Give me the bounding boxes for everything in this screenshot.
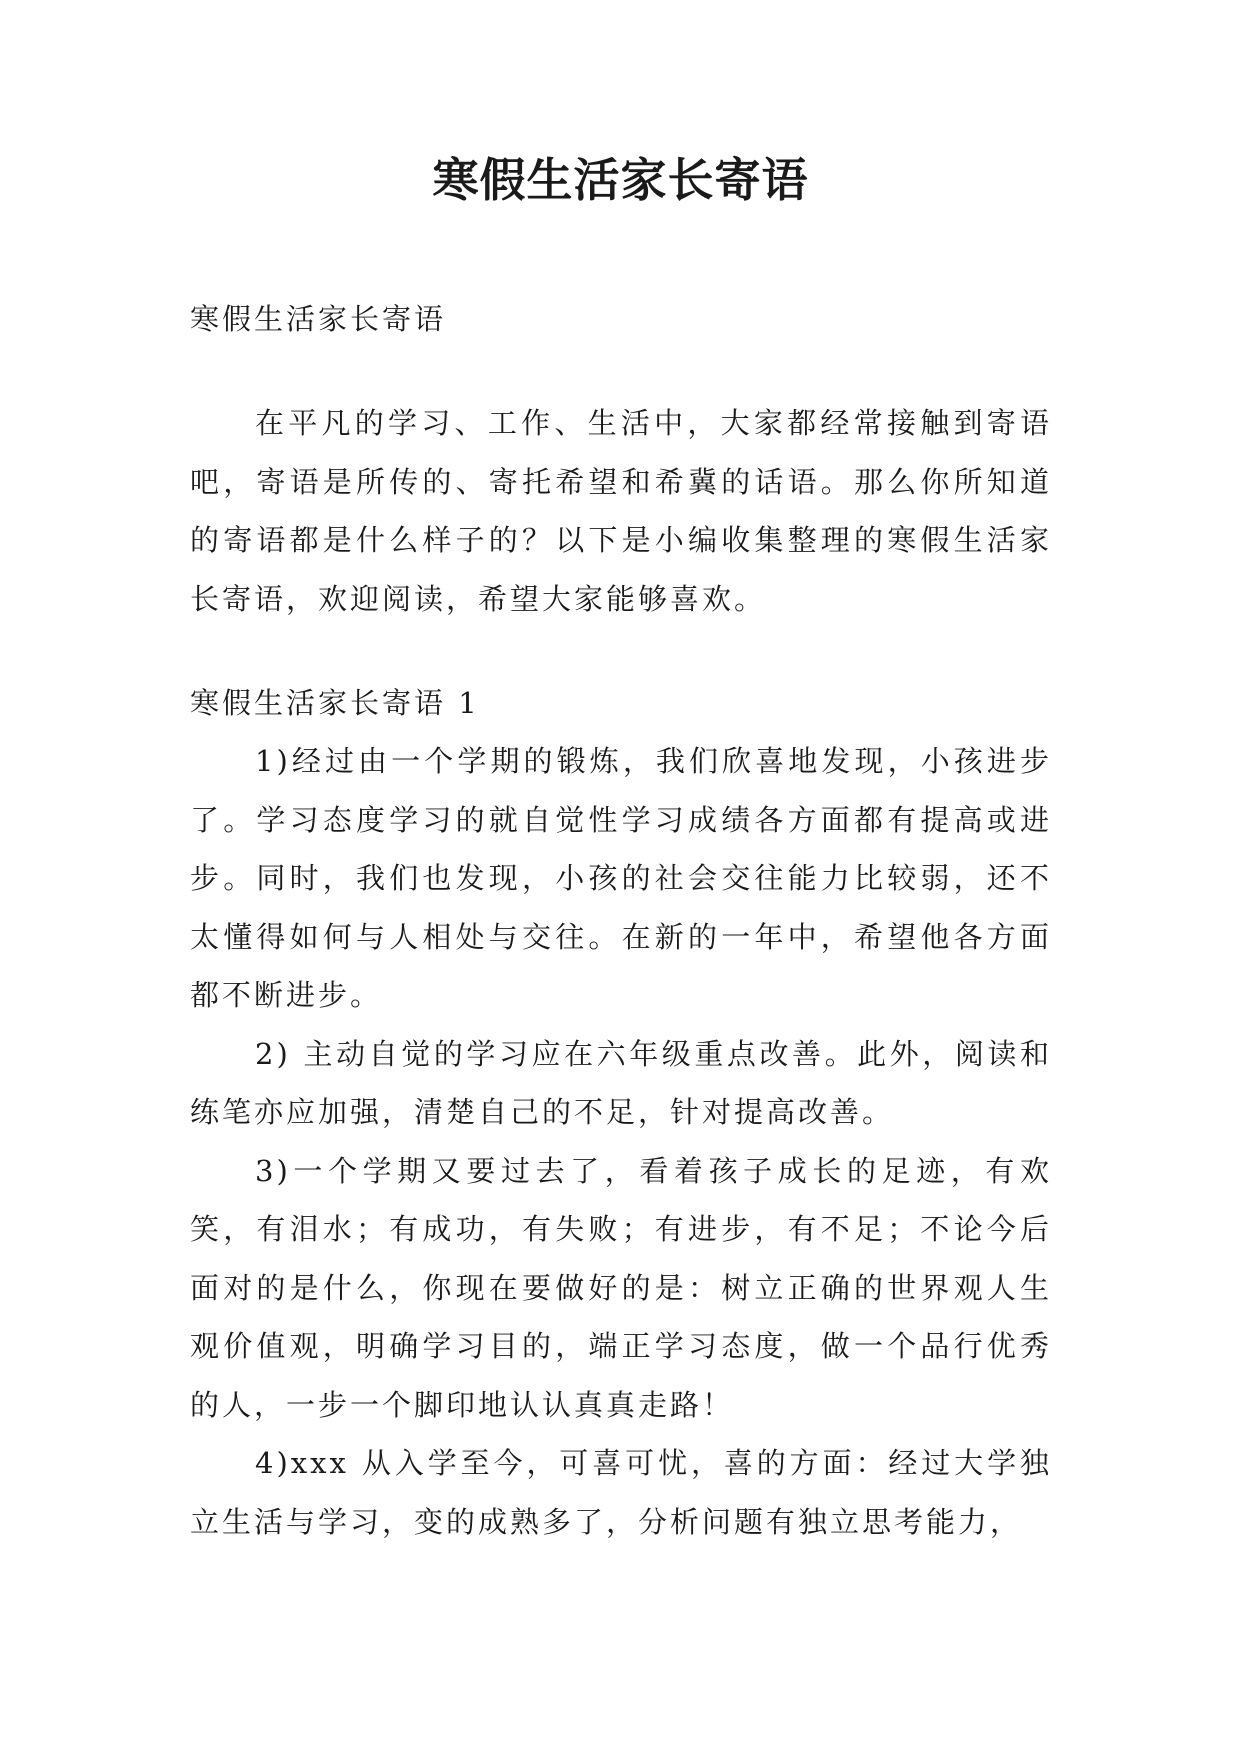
document-body	[190, 290, 1052, 1551]
list-item: 2) 主动自觉的学习应在六年级重点改善。此外，阅读和练笔亦应加强，清楚自己的不足，针对提高改善。	[190, 1036, 1052, 1129]
document-heading: 寒假生活家长寄语	[190, 302, 447, 336]
spacer	[190, 348, 1052, 394]
list-item: 4)xxx 从入学至今，可喜可忧，喜的方面：经过大学独立生活与学习，变的成熟多了，分析问题有独立思考能力，	[190, 1446, 1052, 1539]
list-item: 3)一个学期又要过去了，看着孩子成长的足迹，有欢笑，有泪水；有成功，有失败；有进步，有不足；不论今后面对的是什么，你现在要做好的是：树立正确的世界观人生观价值观，明确学习目的，端正学习态度，做一个品行优秀的人，一步一个脚印地认认真真走路！	[190, 1153, 1052, 1422]
section-title: 寒假生活家长寄语 1	[190, 686, 480, 720]
list-item: 1)经过由一个学期的锻炼，我们欣喜地发现，小孩进步了。学习态度学习的就自觉性学习成绩各方面都有提高或进步。同时，我们也发现，小孩的社会交往能力比较弱，还不太懂得如何与人相处与交往。在新的一年中，希望他各方面都不断进步。	[190, 744, 1052, 1012]
spacer	[190, 628, 1052, 674]
intro-paragraph: 在平凡的学习、工作、生活中，大家都经常接触到寄语吧，寄语是所传的、寄托希望和希冀的话语。那么你所知道的寄语都是什么样子的？以下是小编收集整理的寒假生活家长寄语，欢迎阅读，希望大家能够喜欢。	[190, 406, 1052, 616]
document-title: 寒假生活家长寄语	[432, 153, 809, 207]
